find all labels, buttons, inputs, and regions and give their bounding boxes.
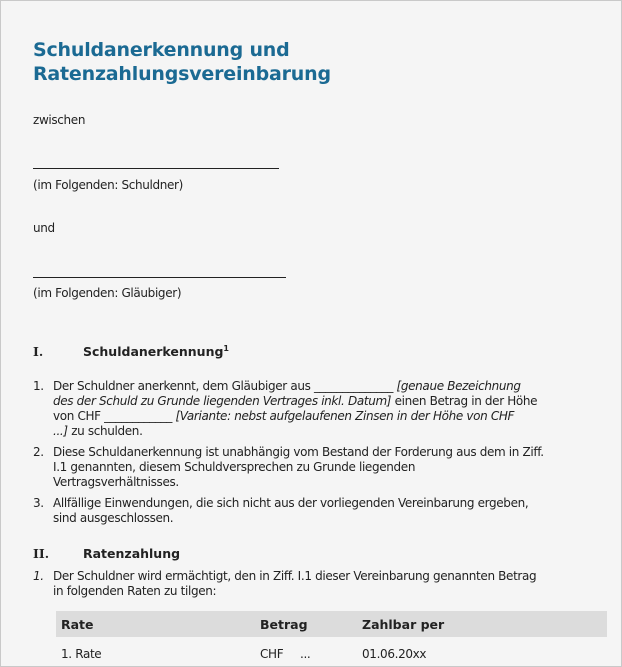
text: sind ausgeschlossen. bbox=[53, 511, 174, 525]
section1-heading-text: Schuldanerkennung bbox=[83, 344, 224, 360]
footnote-marker[interactable]: 1 bbox=[223, 344, 229, 353]
item-number: 1. bbox=[33, 569, 44, 583]
list-item bbox=[53, 445, 544, 490]
list-item bbox=[53, 496, 528, 526]
list-item bbox=[53, 379, 537, 439]
column-header-amount: Betrag bbox=[260, 617, 308, 632]
text: einen Betrag in der Höhe bbox=[391, 394, 538, 408]
text: I.1 genannten, diesem Schuldversprechen zu Grunde liegenden bbox=[53, 460, 416, 474]
table-cell-rate: 1. Rate bbox=[61, 647, 102, 661]
item-number: 2. bbox=[33, 445, 44, 459]
list-item bbox=[53, 569, 536, 599]
placeholder-text: [Variante: nebst aufgelaufenen Zinsen in der Höhe von CHF bbox=[175, 409, 515, 423]
item-number: 1. bbox=[33, 379, 44, 393]
text: Vertragsverhältnisses. bbox=[53, 475, 179, 489]
text: Allfällige Einwendungen, die sich nicht aus der vorliegenden Vereinbarung ergeben, bbox=[53, 496, 529, 510]
document-title-line-2: Ratenzahlungsvereinbarung bbox=[33, 63, 331, 85]
placeholder-text: [genaue Bezeichnung bbox=[396, 379, 521, 393]
section1-number: I. bbox=[33, 344, 44, 359]
rates-table-header bbox=[56, 611, 607, 637]
placeholder-text: ...] bbox=[53, 424, 68, 438]
table-cell-amount: ... bbox=[300, 647, 311, 661]
section1-heading bbox=[83, 344, 229, 359]
section2-number: II. bbox=[33, 546, 50, 561]
table-cell-due-date: 01.06.20xx bbox=[362, 647, 427, 661]
placeholder-text: des der Schuld zu Grunde liegenden Vertrages inkl. Datum] bbox=[53, 394, 392, 408]
section2-heading: Ratenzahlung bbox=[83, 546, 181, 561]
table-cell-currency: CHF bbox=[260, 647, 284, 661]
text: von CHF ____________ bbox=[53, 409, 176, 423]
column-header-rate: Rate bbox=[61, 617, 94, 632]
text: Der Schuldner wird ermächtigt, den in Ziff. I.1 dieser Vereinbarung genannten Betrag bbox=[53, 569, 537, 583]
text: in folgenden Raten zu tilgen: bbox=[53, 584, 217, 598]
text: Diese Schuldanerkennung ist unabhängig vom Bestand der Forderung aus dem in Ziff. bbox=[53, 445, 544, 459]
column-header-due-date: Zahlbar per bbox=[362, 617, 445, 632]
item-number: 3. bbox=[33, 496, 44, 510]
debtor-label: (im Folgenden: Schuldner) bbox=[33, 178, 183, 192]
creditor-signature-line bbox=[33, 277, 286, 278]
text: Der Schuldner anerkennt, dem Gläubiger aus ______________ bbox=[53, 379, 397, 393]
and-label: und bbox=[33, 221, 55, 235]
between-label: zwischen bbox=[33, 113, 86, 127]
debtor-signature-line bbox=[33, 168, 279, 169]
creditor-label: (im Folgenden: Gläubiger) bbox=[33, 286, 182, 300]
document-title-line-1: Schuldanerkennung und bbox=[33, 39, 290, 61]
text: zu schulden. bbox=[67, 424, 143, 438]
